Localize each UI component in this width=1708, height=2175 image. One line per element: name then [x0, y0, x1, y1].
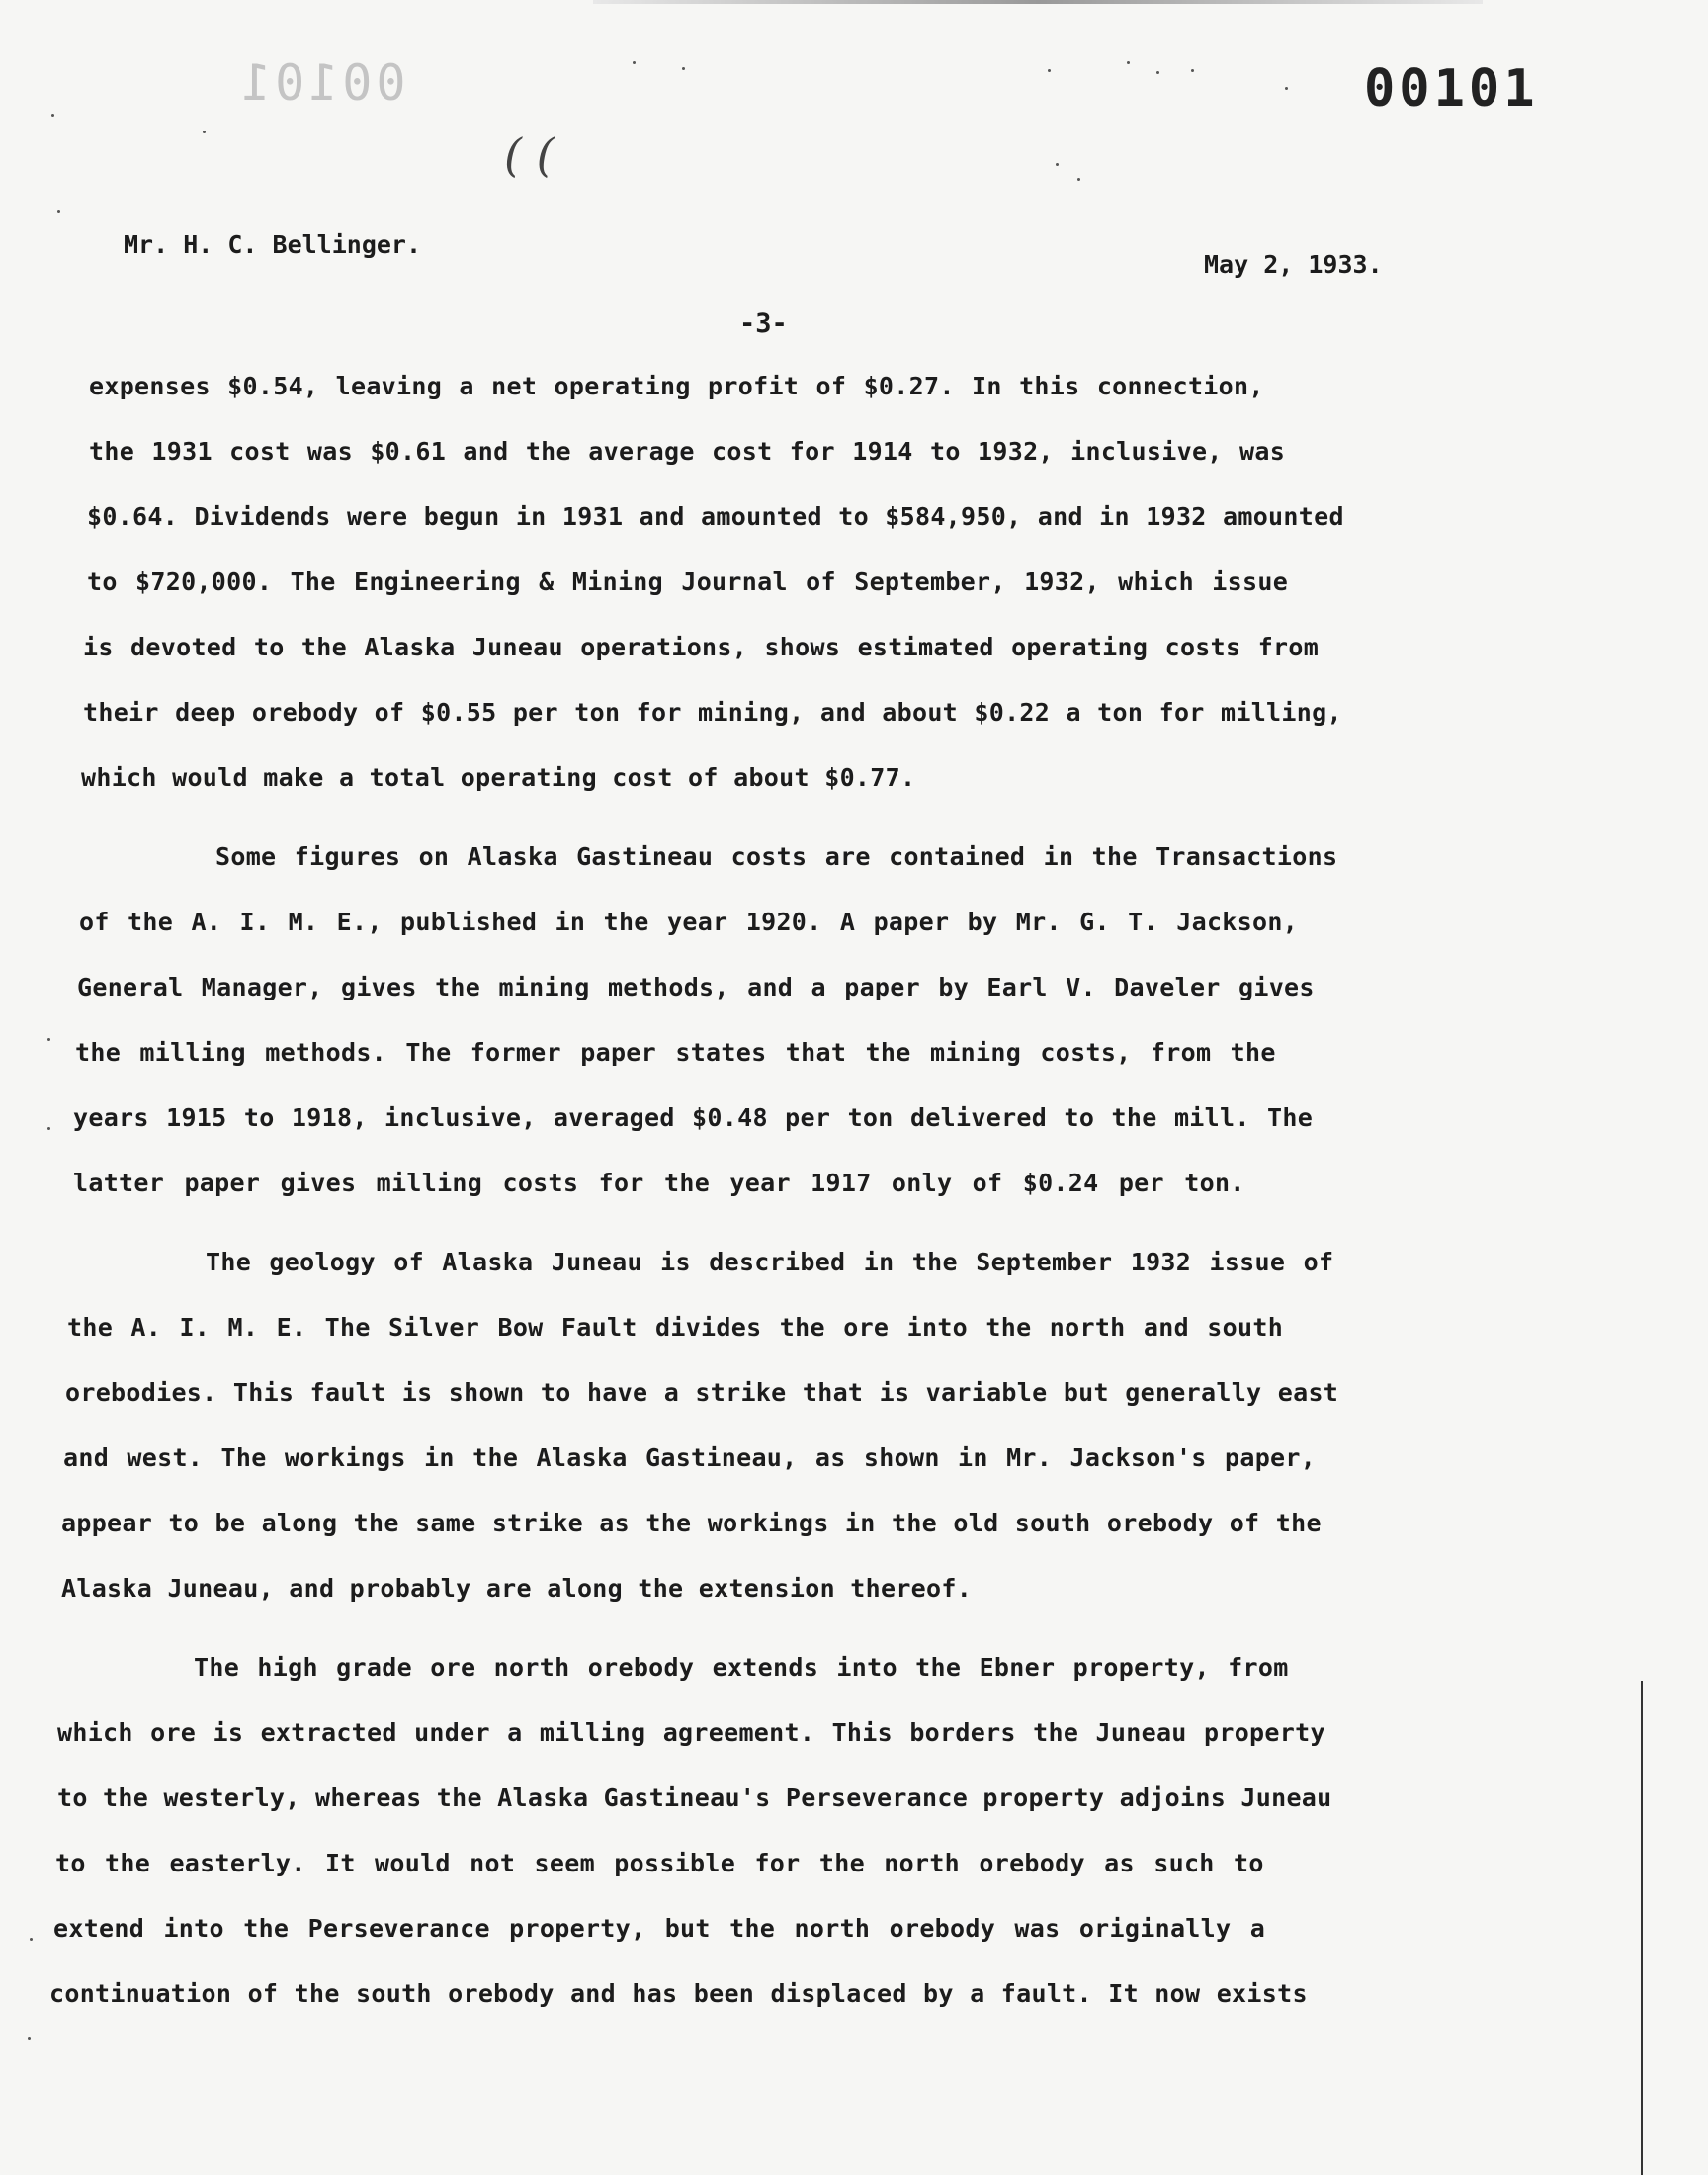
- text-line: Some figures on Alaska Gastineau costs are contained in the Transactions: [215, 842, 1338, 871]
- addressee: Mr. H. C. Bellinger.: [124, 230, 422, 259]
- text-line: The geology of Alaska Juneau is described in the September 1932 issue of: [206, 1248, 1334, 1276]
- scan-edge-rule: [1641, 1681, 1643, 2175]
- text-line: General Manager, gives the mining methods, and a paper by Earl V. Daveler gives: [77, 973, 1315, 1001]
- letter-date: May 2, 1933.: [1204, 250, 1383, 279]
- text-line: and west. The workings in the Alaska Gastineau, as shown in Mr. Jackson's paper,: [63, 1443, 1317, 1472]
- text-line: which would make a total operating cost of about $0.77.: [81, 763, 916, 792]
- text-line: $0.64. Dividends were begun in 1931 and amounted to $584,950, and in 1932 amounted: [87, 502, 1344, 531]
- mirrored-stamp-number: 00101: [237, 54, 406, 112]
- text-line: which ore is extracted under a milling agreement. This borders the Juneau property: [57, 1718, 1325, 1747]
- text-line: years 1915 to 1918, inclusive, averaged $0.48 per ton delivered to the mill. The: [73, 1103, 1314, 1132]
- text-line: expenses $0.54, leaving a net operating profit of $0.27. In this connection,: [89, 372, 1264, 400]
- text-line: to the easterly. It would not seem possible for the north orebody as such to: [55, 1849, 1264, 1877]
- text-line: the A. I. M. E. The Silver Bow Fault divides the ore into the north and south: [67, 1313, 1284, 1342]
- text-line: The high grade ore north orebody extends into the Ebner property, from: [194, 1653, 1289, 1682]
- text-line: Alaska Juneau, and probably are along the extension thereof.: [61, 1574, 973, 1603]
- text-line: their deep orebody of $0.55 per ton for mining, and about $0.22 a ton for milling,: [83, 698, 1342, 727]
- document-stamp-number: 00101: [1364, 59, 1539, 119]
- handwritten-initials: ( (: [504, 129, 555, 182]
- text-line: to the westerly, whereas the Alaska Gastineau's Perseverance property adjoins Juneau: [57, 1784, 1332, 1812]
- page-number: -3-: [739, 308, 788, 339]
- text-line: appear to be along the same strike as the workings in the old south orebody of the: [61, 1509, 1322, 1537]
- text-line: the milling methods. The former paper states that the mining costs, from the: [75, 1038, 1276, 1067]
- scan-edge-mark: [593, 0, 1483, 4]
- text-line: the 1931 cost was $0.61 and the average cost for 1914 to 1932, inclusive, was: [89, 437, 1286, 466]
- text-line: extend into the Perseverance property, but the north orebody was originally a: [53, 1914, 1266, 1943]
- text-line: is devoted to the Alaska Juneau operations, shows estimated operating costs from: [83, 633, 1320, 661]
- text-line: continuation of the south orebody and has been displaced by a fault. It now exists: [49, 1979, 1308, 2008]
- text-line: orebodies. This fault is shown to have a strike that is variable but generally east: [65, 1378, 1339, 1407]
- text-line: to $720,000. The Engineering & Mining Journal of September, 1932, which issue: [87, 567, 1289, 596]
- text-line: latter paper gives milling costs for the year 1917 only of $0.24 per ton.: [73, 1169, 1245, 1197]
- text-line: of the A. I. M. E., published in the year 1920. A paper by Mr. G. T. Jackson,: [79, 908, 1299, 936]
